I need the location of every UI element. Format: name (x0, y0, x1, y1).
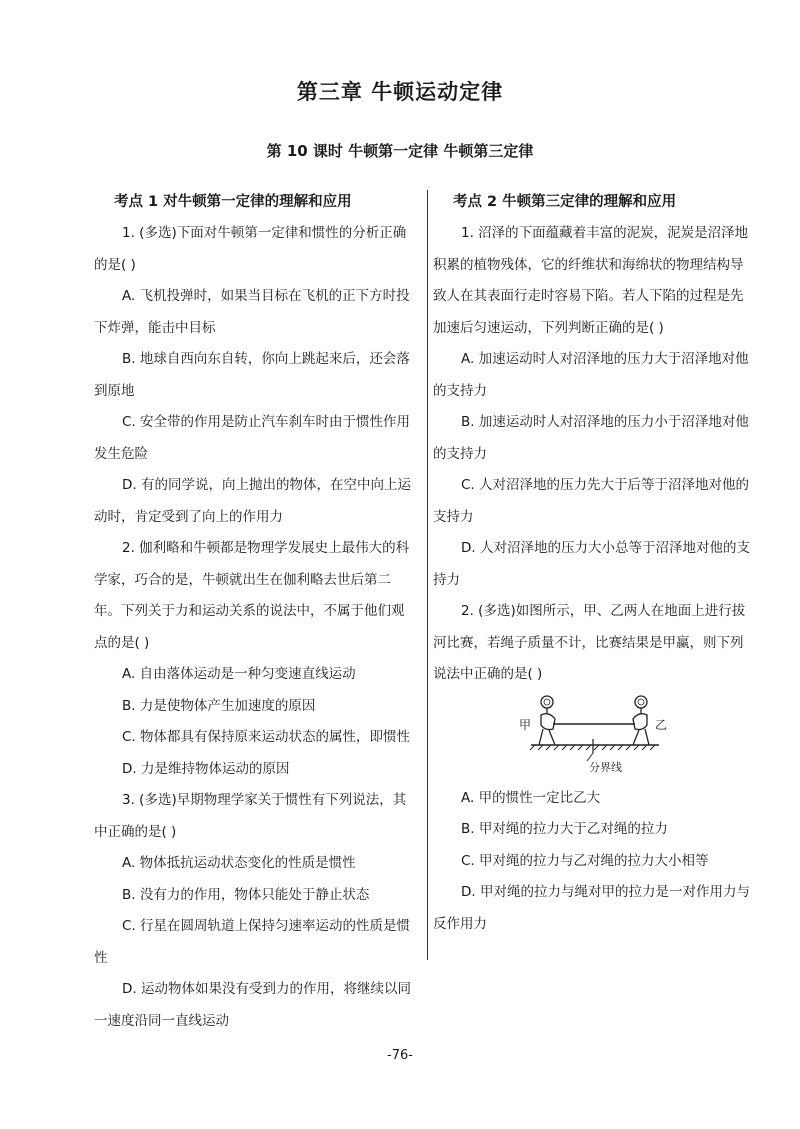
boundary-leader (587, 753, 593, 761)
question-r1-option-c: C. 人对沼泽地的压力先大于后等于沼泽地对他的支持力 (433, 477, 750, 525)
question-r1-option-b: B. 加速运动时人对沼泽地的压力小于沼泽地对他的支持力 (433, 414, 749, 462)
question-1-option-d: D. 有的同学说，向上抛出的物体，在空中向上运动时，肯定受到了向上的作用力 (94, 477, 411, 525)
question-r2-option-c: C. 甲对绳的拉力与乙对绳的拉力大小相等 (461, 852, 709, 869)
question-r2-stem: 2. (多选)如图所示，甲、乙两人在地面上进行拔河比赛，若绳子质量不计，比赛结果是甲赢，则下列说法中正确的是( ) (433, 603, 746, 682)
label-yi: 乙 (655, 717, 668, 732)
right-column (433, 186, 751, 940)
question-2-stem: 2. 伽利略和牛顿都是物理学发展史上最伟大的科学家，巧合的是，牛顿就出生在伽利略去世后第二年。下列关于力和运动关系的说法中，不属于他们观点的是( ) (94, 540, 410, 651)
question-3-option-b: B. 没有力的作用，物体只能处于静止状态 (122, 886, 370, 903)
question-2-option-d: D. 力是维持物体运动的原因 (122, 760, 290, 777)
question-1-stem: 1. (多选)下面对牛顿第一定律和惯性的分析正确的是( ) (94, 225, 407, 273)
question-2-option-b: B. 力是使物体产生加速度的原因 (122, 697, 316, 714)
question-r2-option-d: D. 甲对绳的拉力与绳对甲的拉力是一对作用力与反作用力 (433, 884, 750, 932)
lesson-title: 第 10 课时 牛顿第一定律 牛顿第三定律 (266, 142, 534, 160)
label-boundary: 分界线 (589, 760, 622, 774)
question-1-option-b: B. 地球自西向东自转，你向上跳起来后，还会落到原地 (94, 351, 410, 399)
tug-of-war-diagram (513, 693, 673, 779)
question-1-option-c: C. 安全带的作用是防止汽车刹车时由于惯性作用发生危险 (94, 414, 411, 462)
person-yi (633, 696, 649, 745)
question-2-option-a: A. 自由落体运动是一种匀变速直线运动 (122, 666, 356, 682)
question-r1-option-d: D. 人对沼泽地的压力大小总等于沼泽地对他的支持力 (433, 540, 750, 588)
question-r1-stem: 1. 沼泽的下面蕴藏着丰富的泥炭，泥炭是沼泽地积累的植物残体，它的纤维状和海绵状的物理结构导致人在其表面行走时容易下陷。若人下陷的过程是先加速后匀速运动，下列判断正确的是( ) (433, 225, 749, 336)
question-3-option-c: C. 行星在圆周轨道上保持匀速率运动的性质是惯性 (94, 918, 411, 966)
column-divider (427, 190, 428, 960)
person-jia (539, 696, 555, 745)
question-3-option-d: D. 运动物体如果没有受到力的作用，将继续以同一速度沿同一直线运动 (94, 981, 411, 1029)
question-3-option-a: A. 物体抵抗运动状态变化的性质是惯性 (122, 855, 356, 871)
question-2-option-c: C. 物体都具有保持原来运动状态的属性，即惯性 (122, 729, 411, 745)
label-jia: 甲 (519, 717, 532, 732)
left-column (94, 186, 412, 1037)
question-3-stem: 3. (多选)早期物理学家关于惯性有下列说法，其中正确的是( ) (94, 792, 407, 840)
section-heading-1: 考点 1 对牛顿第一定律的理解和应用 (114, 194, 352, 210)
question-r1-option-a: A. 加速运动时人对沼泽地的压力大于沼泽地对他的支持力 (433, 351, 749, 399)
question-r2-option-b: B. 甲对绳的拉力大于乙对绳的拉力 (461, 821, 668, 837)
question-r2-option-a: A. 甲的惯性一定比乙大 (461, 789, 601, 806)
section-heading-2: 考点 2 牛顿第三定律的理解和应用 (453, 194, 677, 210)
tug-of-war-figure (433, 693, 751, 779)
question-1-option-a: A. 飞机投弹时，如果当目标在飞机的正下方时投下炸弹，能击中目标 (94, 288, 410, 336)
page-number: -76- (387, 1048, 413, 1063)
chapter-title: 第三章 牛顿运动定律 (296, 80, 504, 104)
